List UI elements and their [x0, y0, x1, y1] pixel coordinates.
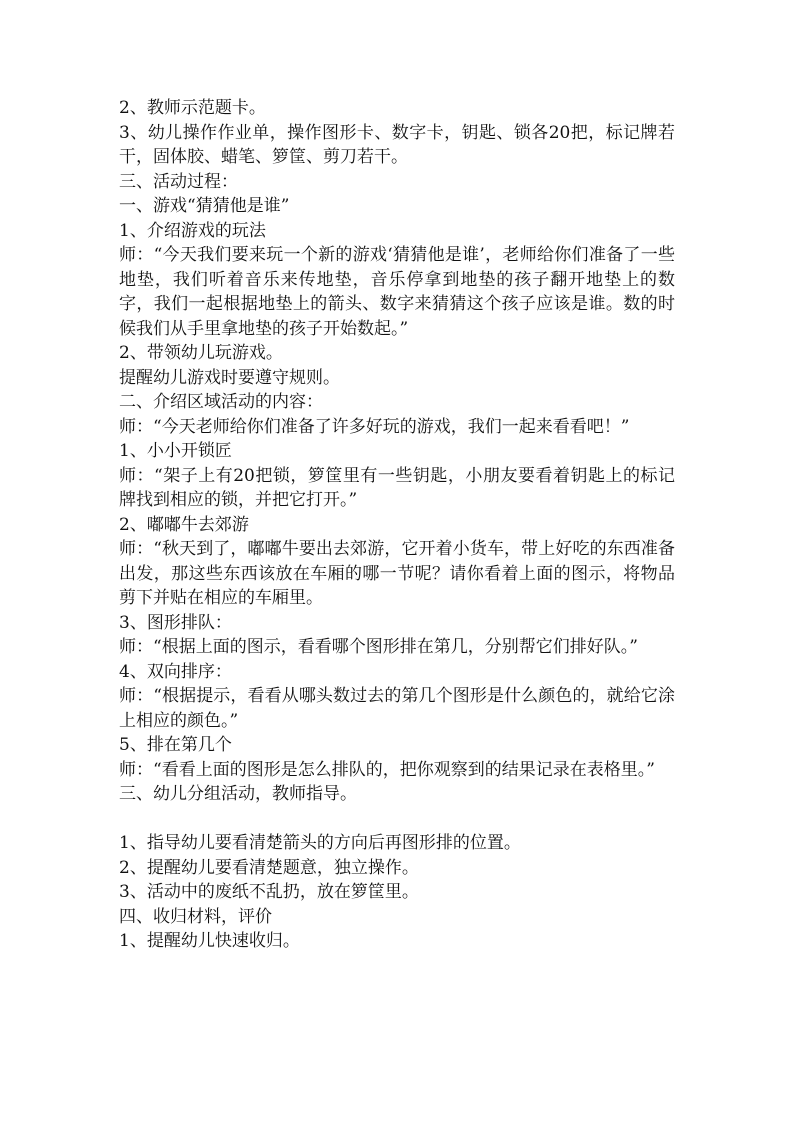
text-paragraph: 师：“看看上面的图形是怎么排队的，把你观察到的结果记录在表格里。” [119, 759, 655, 780]
section-heading: 四、收归材料，评价 [119, 906, 272, 927]
text-line: 1、小小开锁匠 [119, 441, 232, 461]
text-line: 2、教师示范题卡。 [119, 98, 266, 118]
text-line: 5、排在第几个 [119, 735, 232, 755]
text-paragraph: 师：“根据上面的图示，看看哪个图形排在第几，分别帮它们排好队。” [119, 637, 638, 657]
section-heading: 二、介绍区域活动的内容： [119, 392, 323, 412]
text-line: 提醒幼儿游戏时要遵守规则。 [119, 367, 340, 388]
text-paragraph: 师：“今天老师给你们准备了许多好玩的游戏，我们一起来看看吧！” [119, 416, 630, 437]
section-heading: 三、活动过程： [119, 171, 238, 192]
text-line: 2、嘟嘟牛去郊游 [119, 514, 249, 535]
text-line: 3、活动中的废纸不乱扔，放在箩筐里。 [119, 882, 419, 902]
text-line: 1、提醒幼儿快速收归。 [119, 931, 300, 951]
section-heading: 三、幼儿分组活动，教师指导。 [119, 784, 357, 804]
section-heading: 一、游戏“猜猜他是谁” [119, 196, 290, 216]
text-line: 1、介绍游戏的玩法 [119, 220, 266, 241]
text-line: 3、图形排队： [119, 612, 232, 633]
text-line: 2、提醒幼儿要看清楚题意，独立操作。 [119, 857, 419, 878]
text-line: 1、指导幼儿要看清楚箭头的方向后再图形排的位置。 [119, 833, 521, 853]
text-paragraph: 师：“架子上有20把锁，箩筐里有一些钥匙，小朋友要看着钥匙上的标记牌找到相应的锁，并把它打开。” [119, 465, 675, 510]
text-line: 4、双向排序： [119, 661, 232, 682]
text-paragraph: 3、幼儿操作作业单，操作图形卡、数字卡，钥匙、锁各20把，标记牌若干，固体胶、蜡笔、箩筐、剪刀若干。 [119, 122, 675, 167]
text-paragraph: 师：“根据提示，看看从哪头数过去的第几个图形是什么颜色的，就给它涂上相应的颜色。” [119, 686, 675, 731]
text-line: 2、带领幼儿玩游戏。 [119, 343, 283, 363]
text-paragraph: 师：“今天我们要来玩一个新的游戏‘猜猜他是谁’，老师给你们准备了一些地垫，我们听着音乐来传地垫，音乐停拿到地垫的孩子翻开地垫上的数字，我们一起根据地垫上的箭头、数字来猜猜这个孩子应该是谁。数的时候我们从手里拿地垫的孩子开始数起。” [119, 245, 675, 339]
text-paragraph: 师：“秋天到了，嘟嘟牛要出去郊游，它开着小货车，带上好吃的东西准备出发，那这些东西该放在车厢的哪一节呢？请你看着上面的图示，将物品剪下并贴在相应的车厢里。 [119, 539, 675, 608]
document-body [119, 96, 675, 954]
blank-line [119, 807, 675, 832]
